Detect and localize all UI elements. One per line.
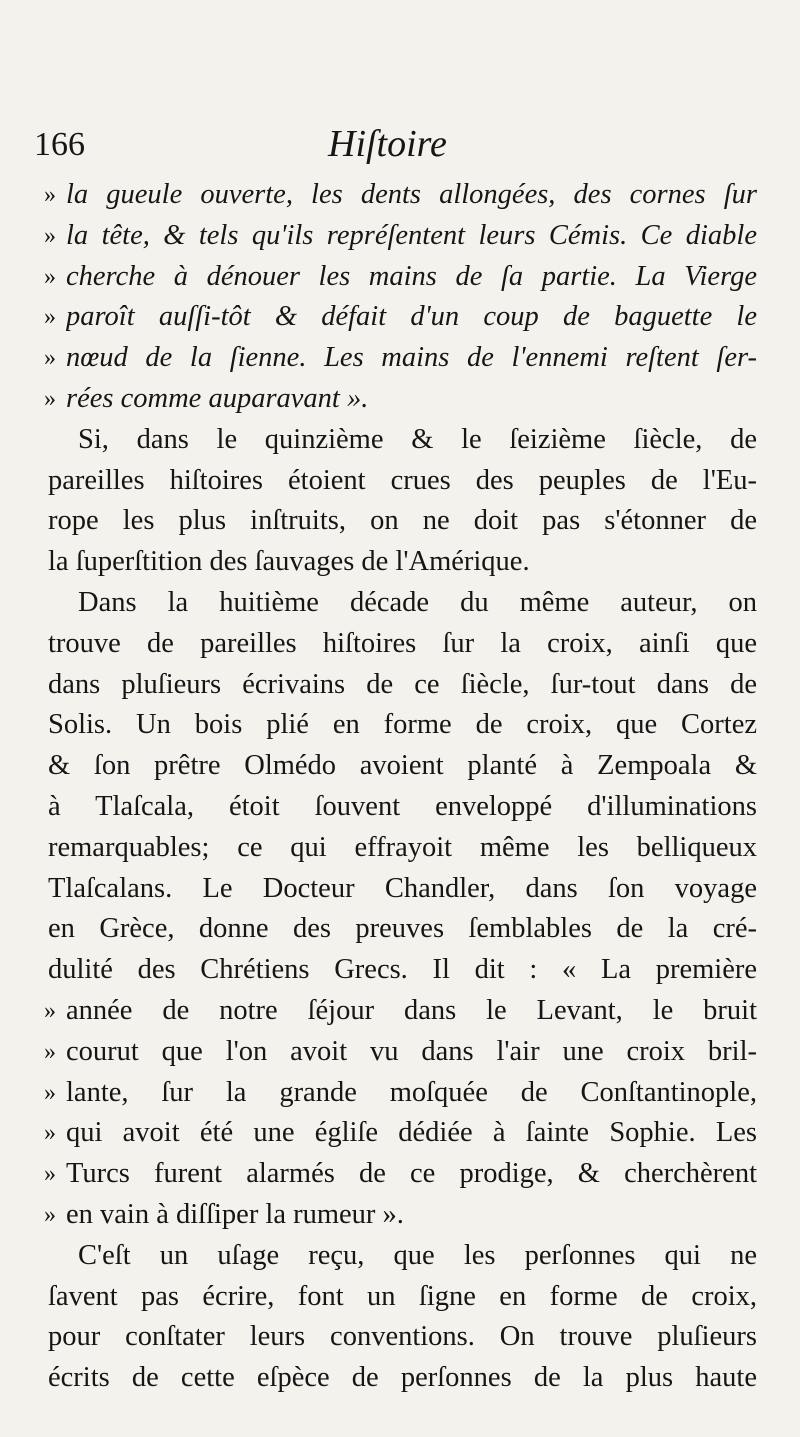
text-line xyxy=(0,420,800,460)
line-text: qui avoit été une égliſe dédiée à ſainte Sophie. Les xyxy=(66,1117,757,1149)
text-line xyxy=(0,583,800,623)
text-line xyxy=(0,1317,800,1357)
text-line xyxy=(0,950,800,990)
quote-mark: » xyxy=(44,1079,56,1106)
line-text: la tête, & tels qu'ils repréſentent leurs Cémis. Ce diable xyxy=(66,219,757,251)
text-line xyxy=(0,542,800,582)
quote-mark: » xyxy=(44,1038,56,1065)
text-line xyxy=(0,297,800,337)
quote-mark: » xyxy=(44,182,56,208)
quote-mark: » xyxy=(44,222,56,249)
running-title: Hiſtoire xyxy=(328,123,447,165)
text-line xyxy=(0,705,800,745)
line-text: Dans la huitième décade du même auteur, on xyxy=(78,587,757,618)
line-text: la gueule ouverte, les dents allongées, des cornes ſur xyxy=(66,179,757,210)
text-line xyxy=(0,1195,800,1235)
quote-mark: » xyxy=(44,998,56,1024)
text-line xyxy=(0,379,800,419)
line-text: nœud de la ſienne. Les mains de l'ennemi reſtent ſer- xyxy=(66,342,757,374)
line-text: courut que l'on avoit vu dans l'air une croix bril- xyxy=(66,1035,757,1067)
quote-mark: » xyxy=(44,304,56,331)
text-line xyxy=(0,991,800,1031)
text-line xyxy=(0,1154,800,1194)
line-text: paroît auſſi-tôt & défait d'un coup de baguette le xyxy=(66,301,757,333)
text-line xyxy=(0,746,800,786)
text-line xyxy=(0,1032,800,1072)
line-text: lante, ſur la grande moſquée de Conſtantinople, xyxy=(66,1076,757,1108)
line-text: dans pluſieurs écrivains de ce ſiècle, ſur-tout dans de xyxy=(48,668,757,700)
line-text: Tlaſcalans. Le Docteur Chandler, dans ſon voyage xyxy=(48,872,757,904)
line-text: remarquables; ce qui effrayoit même les belliqueux xyxy=(48,831,757,863)
text-line xyxy=(0,787,800,827)
text-line xyxy=(0,909,800,949)
text-line xyxy=(0,1358,800,1398)
line-text: Si, dans le quinzième & le ſeizième ſiècle, de xyxy=(78,423,757,455)
line-text: Turcs furent alarmés de ce prodige, & cherchèrent xyxy=(66,1158,757,1190)
text-line xyxy=(0,869,800,909)
text-line xyxy=(0,624,800,664)
line-text: dulité des Chrétiens Grecs. Il dit : « La première xyxy=(48,954,757,986)
line-text: la ſuperſtition des ſauvages de l'Amérique. xyxy=(48,546,530,578)
text-line xyxy=(0,338,800,378)
quote-mark: » xyxy=(44,263,56,290)
text-line xyxy=(0,461,800,501)
line-text: trouve de pareilles hiſtoires ſur la croix, ainſi que xyxy=(48,627,757,659)
text-line xyxy=(0,665,800,705)
line-text: ſavent pas écrire, font un ſigne en forme de croix, xyxy=(48,1280,757,1312)
quote-mark: » xyxy=(44,1161,56,1188)
text-line xyxy=(0,828,800,868)
line-text: écrits de cette eſpèce de perſonnes de la plus haute xyxy=(48,1362,757,1394)
line-text: en Grèce, donne des preuves ſemblables de la cré- xyxy=(48,913,757,945)
line-text: rope les plus inſtruits, on ne doit pas s'étonner de xyxy=(48,505,757,537)
line-text: rées comme auparavant ». xyxy=(66,383,369,414)
text-line xyxy=(0,1236,800,1276)
line-text: & ſon prêtre Olmédo avoient planté à Zempoala & xyxy=(48,750,757,782)
line-text: pour conſtater leurs conventions. On trouve pluſieurs xyxy=(48,1321,757,1353)
line-text: pareilles hiſtoires étoient crues des peuples de l'Eu- xyxy=(48,464,757,496)
line-text: en vain à diſſiper la rumeur ». xyxy=(66,1199,404,1230)
text-line xyxy=(0,257,800,297)
line-text: C'eſt un uſage reçu, que les perſonnes qui ne xyxy=(78,1239,757,1271)
text-line xyxy=(0,1073,800,1113)
text-line xyxy=(0,501,800,541)
quote-mark: » xyxy=(44,345,56,372)
line-text: Solis. Un bois plié en forme de croix, que Cortez xyxy=(48,709,757,741)
page-number: 166 xyxy=(34,126,85,163)
quote-mark: » xyxy=(44,1120,56,1147)
page-header xyxy=(0,122,800,182)
text-line xyxy=(0,216,800,256)
line-text: cherche à dénouer les mains de ſa partie. La Vierge xyxy=(66,260,757,292)
line-text: année de notre ſéjour dans le Levant, le bruit xyxy=(66,995,757,1026)
quote-mark: » xyxy=(44,1202,56,1228)
line-text: à Tlaſcala, étoit ſouvent enveloppé d'illuminations xyxy=(48,791,757,822)
text-line xyxy=(0,175,800,215)
text-line xyxy=(0,1113,800,1153)
text-line xyxy=(0,1277,800,1317)
quote-mark: » xyxy=(44,386,56,412)
